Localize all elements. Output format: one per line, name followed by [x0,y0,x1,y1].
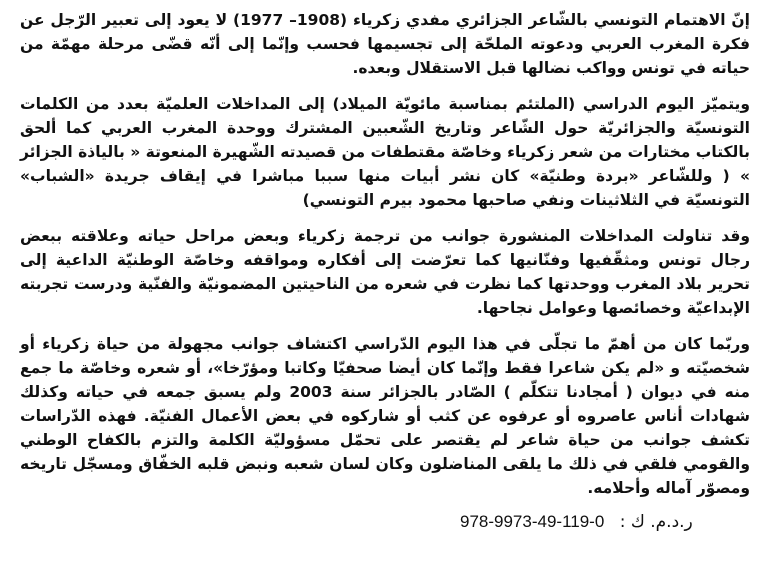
paragraph-discoveries: وربّما كان من أهمّ ما تجلّى في هذا اليوم الدّراسي اكتشاف جوانب مجهولة من حياة زكرياء أو شخصيّته و «لم يكن شاعرا فقط وإنّما كان أيضا صحفيّا وكاتبا ومؤرّخا»، أو شعره وخاصّة ما جمع منه في ديوان ( أمجادنا تتكلّم ) الصّادر بالجزائر سنة 2003 ولم يسبق جمعه في حياته وكذلك شهادات أناس عاصروه أو عرفوه عن كثب أو شاركوه في بعض الأعمال الفنيّة. فهذه الدّراسات تكشف جوانب من حياة شاعر لم يقتصر على تحمّل مسؤوليّة الكلمة والتزم بالكفاح الوطني والقومي فلقي في ذلك ما يلقى المناضلون وكان لسان شعبه ونبض قلبه الخفّاق ومسجّل تاريخه ومصوّر آماله وأحلامه. [20,335,750,497]
paragraph-contributions: وقد تناولت المداخلات المنشورة جوانب من ترجمة زكرياء وبعض مراحل حياته وعلاقته ببعض رجال تونس ومثقّفيها وفنّانيها كما تعرّضت إلى أفكاره ومواقفه وخاصّة الوطنيّة الداعية إلى تحرير بلاد المغرب ووحدتها كما نظرت في شعره من الناحيتين المضمونيّة والفنّية ودرست تجربته الإبداعيّة وخصائصها وعوامل نجاحها. [20,227,750,317]
isbn-number: 978-9973-49-119-0 [460,512,605,531]
isbn-line [20,512,750,532]
paragraph-study-day: ويتميّز اليوم الدراسي (الملتئم بمناسبة مائويّة الميلاد) إلى المداخلات العلميّة بعدد من الكلمات التونسيّة والجزائريّة حول الشّاعر وتاريخ الشّعبين المشترك ووحدة المغرب العربي كما ألحق بالكتاب مختارات من شعر زكرياء وخاصّة مقتطفات من قصيدته الشّهيرة المنعوتة « بالياذة الجزائر » ( وللشّاعر «بردة وطنيّة» كان نشر أبيات منها سببا مباشرا في إيقاف جريدة «الشباب» التونسيّة في الثلاثينات ونفي صاحبها محمود بيرم التونسي) [20,95,750,209]
isbn-label: ر.د.م. ك : [619,512,693,532]
article-body [20,8,750,500]
paragraph-intro: إنّ الاهتمام التونسي بالشّاعر الجزائري مفدي زكرياء (1908– 1977) لا يعود إلى تعبير الرّجل عن فكرة المغرب العربي ودعوته الملحّة إلى تجسيمها فحسب وإنّما إلى أنّه قضّى مرحلة مهمّة من حياته في تونس وواكب نضالها قبل الاستقلال وبعده. [20,11,750,77]
